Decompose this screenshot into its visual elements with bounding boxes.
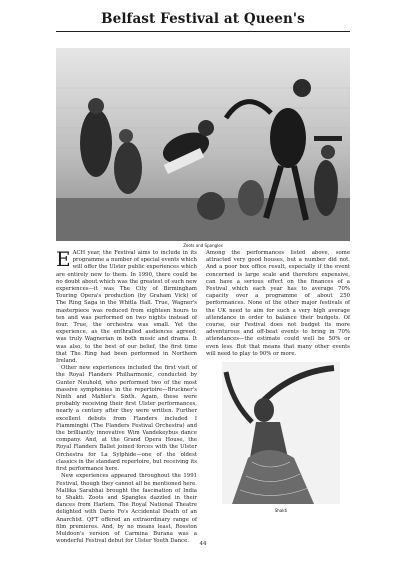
photo-caption: Shakti	[274, 508, 288, 513]
article-left-column	[56, 247, 197, 545]
title-divider	[56, 31, 350, 32]
dance-photo-graphic	[56, 48, 350, 241]
page-title: Belfast Festival at Queen's	[101, 11, 305, 27]
dancer-photo-shakti	[222, 362, 340, 504]
photo-caption: Zoots and Spangles	[183, 243, 223, 248]
dancer-photo-graphic	[222, 362, 340, 504]
drop-cap: E	[56, 247, 71, 271]
page-number: 44	[199, 541, 207, 547]
article-paragraph: Other new experiences included the first visit of the Royal Flanders Philharmonic, conducted by Gunter Neuhold, who performed two of the most massive symphonies in the repertoire—Bruckner's Ninth and Mahler's Sixth. Again, these were probably receiving their first Ulster performances, nearly a century after they were written. Further excellent debuts from Flanders included I Fiamminghi (The Flanders Festival Orchestra) and the brilliantly innovative Wim Vandekeybus dance company. And, at the Grand Opera House, the Royal Flanders Ballet joined forces with the Ulster Orchestra for La Sylphide—one of the oldest classics in the standard repertoire, but receiving its first performance here.	[56, 365, 197, 473]
article-paragraph	[56, 247, 197, 365]
paragraph-text: ACH year, the Festival aims to include in its programme a number of special events which will offer the Ulster public experiences which are entirely new to them. In 1990, there could be no doubt about which was the greatest of such new experiences—it was The City of Birmingham Touring Opera's production (by Graham Vick) of The Ring Saga in the Whitla Hall. True, Wagner's masterpiece was reduced from eighteen hours to ten and was performed on two nights instead of four. True, the orchestra was small. Yet the experience, as the enthralled audiences agreed, was truly Wagnerian in both music and drama. It was also, to the best of our belief, the first time that The Ring had been performed in Northern Ireland.	[56, 250, 197, 365]
dance-photo-zoots-and-spangles	[56, 48, 350, 241]
article-right-column	[206, 250, 350, 358]
article-paragraph: New experiences appeared throughout the 1991 Festival, though they cannot all be mentioned here. Mallika Sarabhai brought the fascination of India to Shakti. Zoots and Spangles dazzled in their dances from Harlem. The Royal National Theatre delighted with Dario Fo's Accidental Death of an Anarchist. QFT offered an extraordinary range of film premieres. And, by no means least, Rosston Muldoon's version of Carmina Burana was a wonderful Festival debut for Ulster Youth Dance.	[56, 473, 197, 545]
article-paragraph: Among the performances listed above, some attracted very good houses, but a number did not. And a poor box office result, especially if the event concerned is large scale and therefore expensive, can have a serious effect on the finances of a Festival which each year has to average 70% capacity over a programme of about 250 performances. None of the other major festivals of the UK need to aim for such a very high average attendance in order to balance their budgets. Of course, our Festival does not budget its more adventurous and off-beat events to bring in 70% attendances—the estimate could well be 50% or even less. But that means that many other events will need to play to 90% or more.	[206, 250, 350, 357]
